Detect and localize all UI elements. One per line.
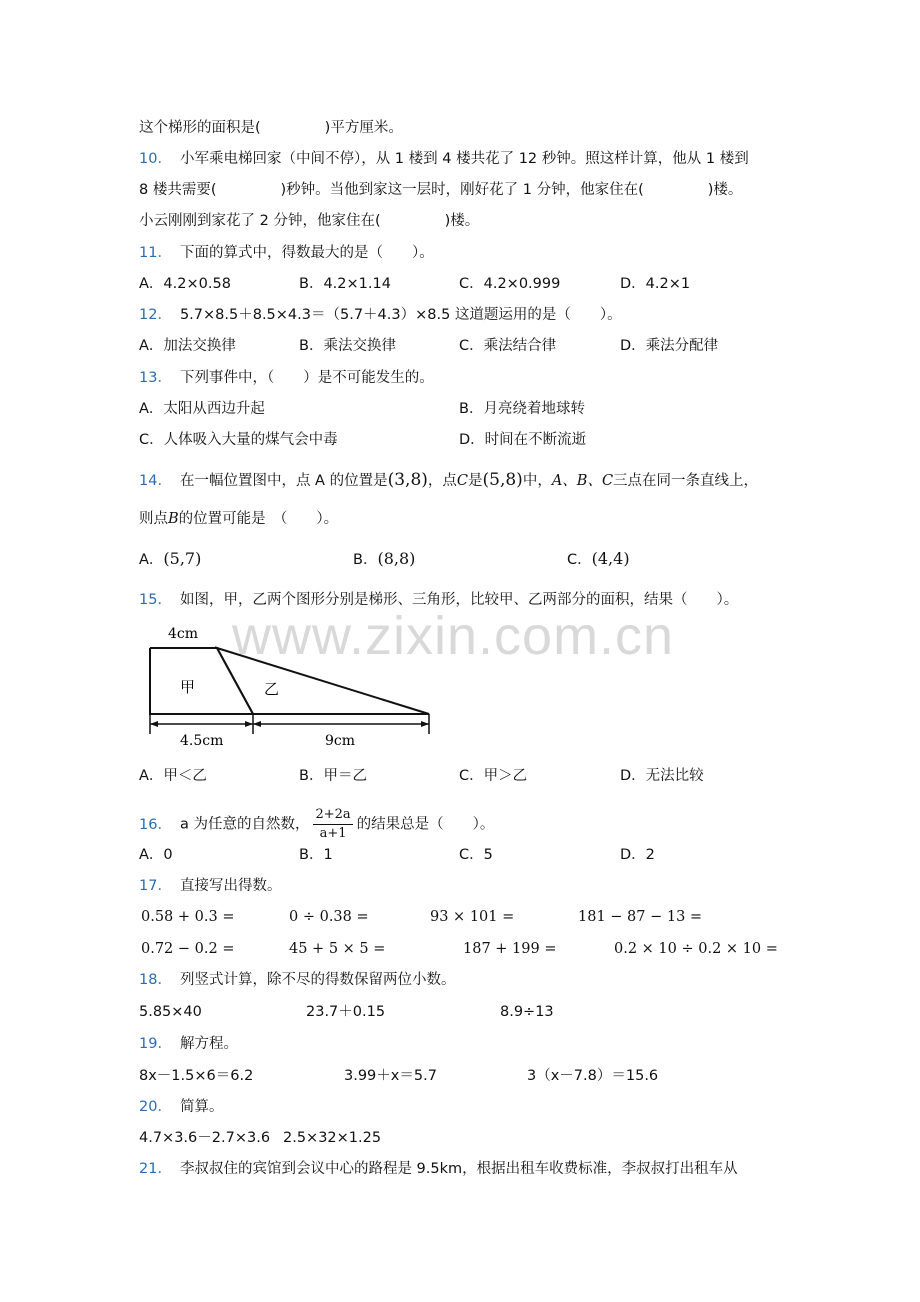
question-number: 13． [139, 370, 172, 386]
question-number: 11． [139, 245, 172, 261]
q13-option-b[interactable]: B．月亮绕着地球转 [459, 401, 585, 417]
q14-line1: 14． 在一幅位置图中，点 A 的位置是(3,8)，点C是(5,8)中，A、B、C三点在同一条直线上， [139, 470, 759, 490]
question-number: 14． [139, 473, 172, 489]
oral-calc-item: 0.58 + 0.3 = [141, 909, 235, 925]
q17-stem: 17． 直接写出得数。 [139, 878, 282, 894]
q18-stem: 18． 列竖式计算，除不尽的得数保留两位小数。 [139, 972, 456, 988]
question-number: 16． [139, 816, 172, 833]
oral-calc-item: 0.72 − 0.2 = [141, 941, 235, 957]
q10-line1: 10． 小军乘电梯回家（中间不停），从 1 楼到 4 楼共花了 12 秒钟。照这样计算，他从 1 楼到 [139, 151, 749, 167]
vertical-calc-item: 23.7＋0.15 [306, 1004, 386, 1020]
q16-stem: 16． a 为任意的自然数， $\frac{2+2a}{a+1}$ 的结果总是（ ）。 [139, 807, 495, 841]
q20-stem: 20． 简算。 [139, 1099, 224, 1115]
question-number: 10． [139, 151, 172, 167]
q15-option-b[interactable]: B．甲＝乙 [299, 768, 367, 784]
arrow-head [245, 721, 253, 727]
equation-item: 3.99＋x＝5.7 [344, 1068, 437, 1084]
question-number: 15． [139, 592, 172, 608]
question-number: 20． [139, 1099, 172, 1115]
vertical-calc-item: 5.85×40 [139, 1004, 202, 1020]
simplify-item: 2.5×32×1.25 [283, 1130, 382, 1146]
q11-stem: 11． 下面的算式中，得数最大的是（ ）。 [139, 245, 434, 261]
question-number: 18． [139, 972, 172, 988]
q16-option-a[interactable]: A．0 [139, 847, 173, 863]
arrow-head [421, 721, 429, 727]
arrow-head [150, 721, 158, 727]
q16-option-d[interactable]: D．2 [620, 847, 655, 863]
q15-option-d[interactable]: D．无法比较 [620, 768, 704, 784]
q12-option-b[interactable]: B．乘法交换律 [299, 338, 396, 354]
oral-calc-item: 187 + 199 = [463, 941, 557, 957]
q13-stem: 13． 下列事件中，（ ）是不可能发生的。 [139, 370, 434, 386]
q21-stem: 21． 李叔叔住的宾馆到会议中心的路程是 9.5km，根据出租车收费标准，李叔叔打出租车从 [139, 1161, 738, 1177]
q14-option-c[interactable]: C．(4,4) [567, 549, 630, 568]
vertical-calc-item: 8.9÷13 [500, 1004, 554, 1020]
question-number: 21． [139, 1161, 172, 1177]
q16-option-c[interactable]: C．5 [459, 847, 493, 863]
figure-label-top: 4cm [168, 626, 199, 642]
q10-line3: 小云刚刚到家花了 2 分钟，他家住在( )楼。 [139, 213, 480, 229]
q11-option-a[interactable]: A．4.2×0.58 [139, 276, 231, 292]
oral-calc-item: 93 × 101 = [430, 909, 515, 925]
q11-option-b[interactable]: B．4.2×1.14 [299, 276, 391, 292]
fraction: $\frac{2+2a}{a+1}$ [315, 807, 351, 841]
q11-option-c[interactable]: C．4.2×0.999 [459, 276, 561, 292]
q15-stem: 15． 如图，甲，乙两个图形分别是梯形、三角形，比较甲、乙两部分的面积，结果（ ）。 [139, 592, 739, 608]
arrow-head [253, 721, 261, 727]
figure-label-bottom-left: 4.5cm [180, 733, 224, 749]
oral-calc-item: 0.2 × 10 ÷ 0.2 × 10 = [614, 941, 778, 957]
q12-option-a[interactable]: A．加法交换律 [139, 338, 236, 354]
simplify-item: 4.7×3.6－2.7×3.6 [139, 1130, 271, 1146]
question-number: 17． [139, 878, 172, 894]
equation-item: 8x－1.5×6＝6.2 [139, 1068, 254, 1084]
figure-label-jia: 甲 [180, 678, 196, 696]
q15-option-a[interactable]: A．甲＜乙 [139, 768, 207, 784]
figure-label-yi: 乙 [264, 680, 280, 698]
figure-label-bottom-right: 9cm [325, 733, 356, 749]
q14-option-a[interactable]: A．(5,7) [139, 549, 202, 568]
q19-stem: 19． 解方程。 [139, 1036, 238, 1052]
q12-option-c[interactable]: C．乘法结合律 [459, 338, 557, 354]
equation-item: 3（x－7.8）＝15.6 [527, 1068, 659, 1084]
q16-option-b[interactable]: B．1 [299, 847, 333, 863]
oral-calc-item: 45 + 5 × 5 = [289, 941, 386, 957]
q14-option-b[interactable]: B．(8,8) [353, 549, 416, 568]
q12-stem: 12． 5.7×8.5＋8.5×4.3＝（5.7＋4.3）×8.5 这道题运用的是（ ）。 [139, 307, 622, 323]
q14-line2: 则点B的位置可能是 （ ）。 [139, 511, 339, 527]
q13-option-d[interactable]: D．时间在不断流逝 [459, 432, 587, 448]
oral-calc-item: 181 − 87 − 13 = [578, 909, 703, 925]
q11-option-d[interactable]: D．4.2×1 [620, 276, 691, 292]
q13-option-c[interactable]: C．人体吸入大量的煤气会中毒 [139, 432, 338, 448]
question-number: 12． [139, 307, 172, 323]
q13-option-a[interactable]: A．太阳从西边升起 [139, 401, 265, 417]
oral-calc-item: 0 ÷ 0.38 = [289, 909, 369, 925]
q10-line2: 8 楼共需要( )秒钟。当他到家这一层时，刚好花了 1 分钟，他家住在( )楼。 [139, 182, 743, 198]
q15-option-c[interactable]: C．甲＞乙 [459, 768, 528, 784]
q9-tail: 这个梯形的面积是( )平方厘米。 [139, 120, 403, 136]
q12-option-d[interactable]: D．乘法分配律 [620, 338, 719, 354]
watermark: www.zixin.com.cn [232, 606, 675, 666]
question-number: 19． [139, 1036, 172, 1052]
